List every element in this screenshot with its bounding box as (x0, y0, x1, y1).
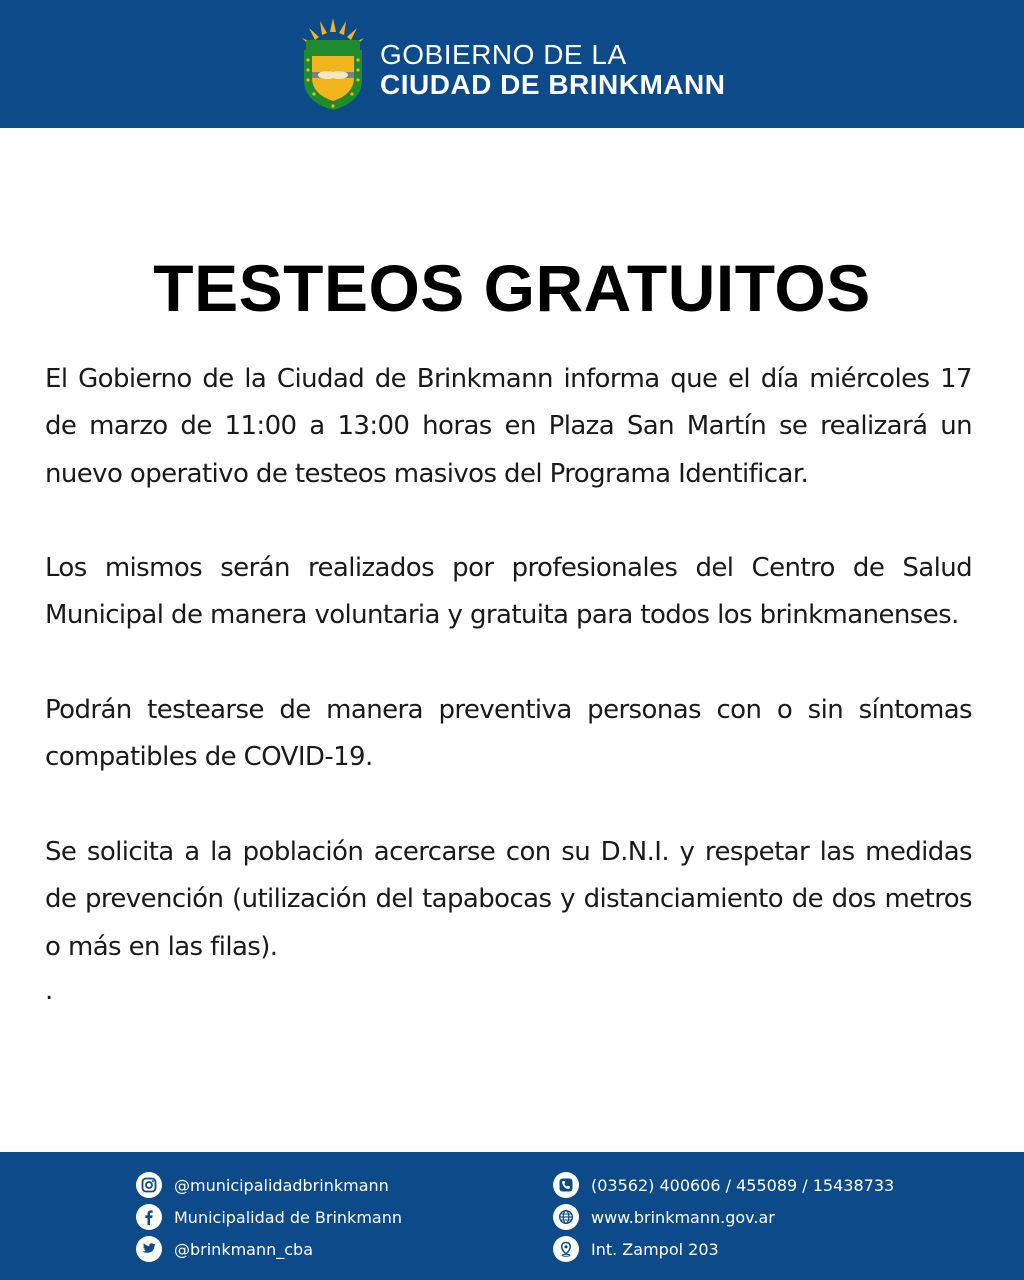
paragraph-eligibility: Podrán testearse de manera preventiva personas con o sin síntomas compatibles de COVID-19. (45, 695, 972, 773)
announcement-body (45, 356, 972, 1011)
street-address: Int. Zampol 203 (591, 1239, 719, 1259)
paragraph-announcement: El Gobierno de la Ciudad de Brinkmann informa que el día miércoles 17 de marzo de 11:00 a 13:00 horas en Plaza San Martín se realizará un nuevo operativo de testeos masivos del Programa Identificar. (45, 364, 972, 489)
instagram-handle: @municipalidadbrinkmann (174, 1175, 389, 1195)
address-link[interactable] (553, 1236, 719, 1262)
location-pin-icon (553, 1236, 579, 1262)
twitter-icon (136, 1236, 162, 1262)
phone-link[interactable] (553, 1172, 894, 1198)
paragraph-requirements: Se solicita a la población acercarse con su D.N.I. y respetar las medidas de prevención (utilización del tapabocas y distanciamiento de dos metros o más en las filas). (45, 836, 972, 962)
website-url: www.brinkmann.gov.ar (591, 1207, 775, 1227)
facebook-icon (136, 1204, 162, 1230)
paragraph-professionals: Los mismos serán realizados por profesionales del Centro de Salud Municipal de manera voluntaria y gratuita para todos los brinkmanenses. (45, 553, 972, 631)
globe-icon (553, 1204, 579, 1230)
trailing-dot: . (45, 975, 53, 1006)
twitter-handle: @brinkmann_cba (174, 1239, 314, 1259)
facebook-page-name: Municipalidad de Brinkmann (174, 1207, 402, 1227)
brand-title-line1: GOBIERNO DE LA (380, 39, 627, 70)
phone-icon (553, 1172, 579, 1198)
twitter-link[interactable] (136, 1236, 313, 1262)
phone-numbers: (03562) 400606 / 455089 / 15438733 (591, 1175, 895, 1195)
instagram-link[interactable] (136, 1172, 389, 1198)
facebook-link[interactable] (136, 1204, 402, 1230)
header-bar (0, 0, 1024, 128)
footer-bar (0, 1152, 1024, 1280)
brand-title-line2: CIUDAD DE BRINKMANN (380, 69, 726, 100)
instagram-icon (136, 1172, 162, 1198)
city-coat-of-arms-icon (300, 18, 366, 112)
website-link[interactable] (553, 1204, 775, 1230)
page-title: TESTEOS GRATUITOS (153, 251, 871, 325)
